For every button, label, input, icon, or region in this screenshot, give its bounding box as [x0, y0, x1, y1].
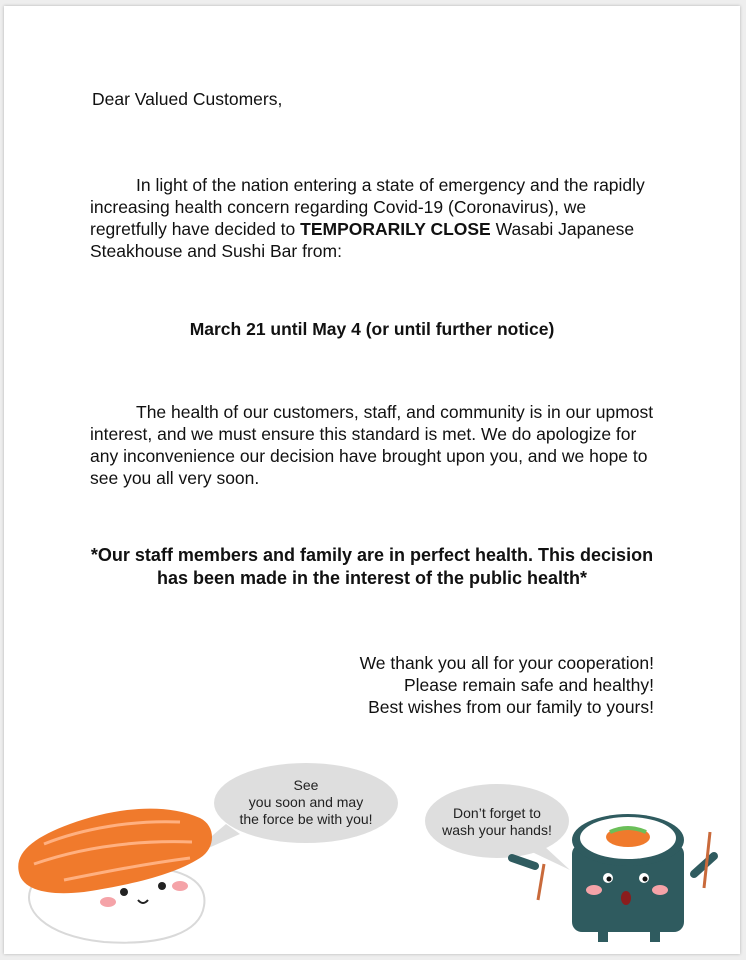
- note-line-1: *Our staff members and family are in perfect health. This decision: [90, 545, 654, 565]
- greeting: Dear Valued Customers,: [92, 89, 283, 109]
- closing-line-1: We thank you all for your cooperation!: [359, 653, 654, 673]
- speech-text-right: [432, 805, 562, 839]
- closure-dates: March 21 until May 4 (or until further notice): [189, 319, 555, 339]
- speech-right-line-1: Don’t forget to: [453, 805, 541, 821]
- speech-text-left: [226, 777, 386, 828]
- para1-bold-text: TEMPORARILY CLOSE: [300, 219, 491, 239]
- para2-text: The health of our customers, staff, and community is in our upmost interest, and we must ensure this standard is met. We do apologize for any inconvenience our decision have brought upon you, and we hope to see you all very soon.: [90, 402, 654, 488]
- closing-line-3: Best wishes from our family to yours!: [368, 697, 654, 717]
- speech-left-line-1: See: [293, 777, 319, 793]
- para1-text-before: In light of the nation entering a state of emergency and the rapidly increasing health concern regarding Covid-19 (Coronavirus), we regretfully have decided to: [90, 175, 645, 239]
- note-line-2: has been made in the interest of the public health*: [156, 568, 588, 588]
- speech-left-line-2: you soon and may: [248, 794, 364, 810]
- nigiri-sushi-icon: [18, 809, 212, 943]
- speech-right-line-2: wash your hands!: [442, 822, 552, 838]
- speech-left-line-3: the force be with you!: [239, 811, 373, 827]
- letter-page: [4, 6, 740, 954]
- closing-line-2: Please remain safe and healthy!: [403, 675, 654, 695]
- para1-text-after: Wasabi Japanese Steakhouse and Sushi Bar from:: [90, 219, 635, 261]
